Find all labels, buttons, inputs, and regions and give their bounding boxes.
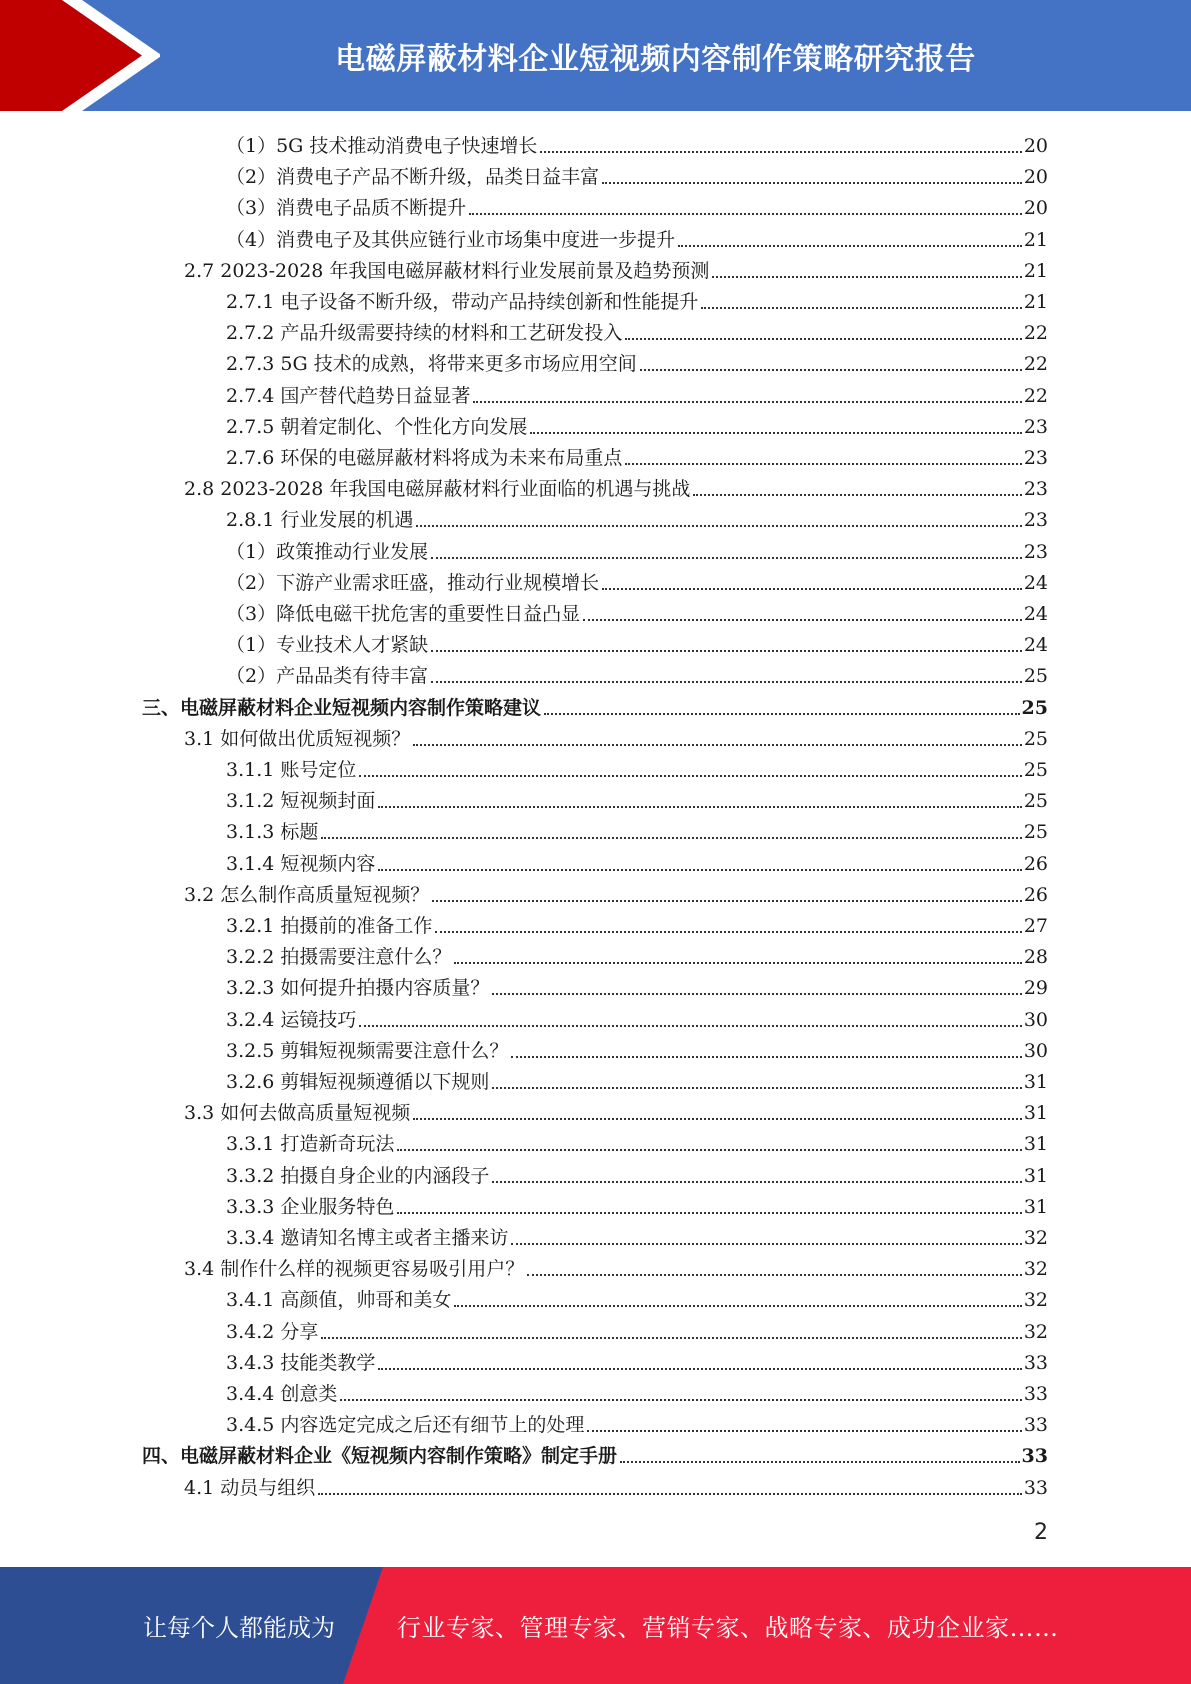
toc-entry-label: 2.8.1 行业发展的机遇 xyxy=(226,509,414,532)
toc-entry-label: （1）5G 技术推动消费电子快速增长 xyxy=(226,135,538,157)
chevron-arrow-icon xyxy=(0,0,160,111)
toc-entry-label: （4）消费电子及其供应链行业市场集中度进一步提升 xyxy=(226,228,676,251)
toc-entry-label: 3.2.1 拍摄前的准备工作 xyxy=(226,915,433,937)
toc-dot-leader xyxy=(492,993,1021,995)
toc-entry-label: 3.1 如何做出优质短视频？ xyxy=(184,727,411,750)
toc-entry[interactable] xyxy=(226,189,1048,220)
toc-entry-label: 3.4.3 技能类教学 xyxy=(226,1351,376,1374)
toc-entry-page: 27 xyxy=(1023,915,1048,937)
toc-entry-page: 31 xyxy=(1023,1195,1048,1218)
toc-entry-label: 3.1.2 短视频封面 xyxy=(226,790,376,813)
toc-dot-leader xyxy=(602,182,1022,184)
toc-entry[interactable] xyxy=(226,1281,1048,1312)
toc-entry-label: 2.7 2023-2028 年我国电磁屏蔽材料行业发展前景及趋势预测 xyxy=(184,259,710,282)
toc-dot-leader xyxy=(416,525,1021,527)
toc-entry[interactable] xyxy=(226,501,1048,532)
toc-dot-leader xyxy=(318,1493,1022,1495)
toc-entry-label: 3.1.1 账号定位 xyxy=(226,759,357,781)
toc-entry-label: 3.4.1 高颜值，帅哥和美女 xyxy=(226,1289,452,1312)
toc-entry-label: 3.3.4 邀请知名博主或者主播来访 xyxy=(226,1227,509,1249)
toc-entry-page: 32 xyxy=(1023,1227,1048,1249)
toc-entry-page: 33 xyxy=(1023,1383,1048,1405)
toc-entry-page: 23 xyxy=(1023,447,1048,469)
toc-dot-leader xyxy=(492,1087,1021,1089)
toc-entry-page: 25 xyxy=(1023,790,1048,813)
toc-entry-label: （1）政策推动行业发展 xyxy=(226,540,429,563)
toc-entry-page: 30 xyxy=(1023,1008,1048,1031)
toc-dot-leader xyxy=(432,900,1022,902)
toc-entry[interactable] xyxy=(226,1001,1048,1032)
toc-entry-label: 2.7.1 电子设备不断升级，带动产品持续创新和性能提升 xyxy=(226,291,699,313)
toc-entry-label: 2.7.4 国产替代趋势日益显著 xyxy=(226,384,471,407)
toc-entry[interactable] xyxy=(226,813,1048,844)
toc-entry[interactable] xyxy=(226,1125,1048,1156)
toc-entry-page: 24 xyxy=(1023,571,1048,594)
toc-entry-page: 25 xyxy=(1023,727,1048,750)
toc-entry-page: 33 xyxy=(1021,1445,1048,1468)
toc-entry[interactable] xyxy=(226,408,1048,439)
toc-entry-label: （1）专业技术人才紧缺 xyxy=(226,634,429,657)
toc-entry-label: 2.7.2 产品升级需要持续的材料和工艺研发投入 xyxy=(226,322,623,345)
page-footer xyxy=(0,1567,1191,1684)
toc-dot-leader xyxy=(378,1368,1021,1370)
toc-dot-leader xyxy=(378,869,1021,871)
toc-entry[interactable] xyxy=(226,938,1048,969)
toc-entry[interactable] xyxy=(226,595,1048,626)
toc-entry-label: 4.1 动员与组织 xyxy=(184,1476,316,1499)
toc-entry-label: 2.7.5 朝着定制化、个性化方向发展 xyxy=(226,415,528,438)
toc-entry[interactable] xyxy=(142,1437,1048,1468)
toc-entry-page: 23 xyxy=(1023,478,1048,501)
toc-entry-page: 20 xyxy=(1023,135,1048,157)
toc-entry-page: 23 xyxy=(1023,415,1048,438)
toc-dot-leader xyxy=(602,588,1022,590)
toc-entry-page: 33 xyxy=(1023,1414,1048,1437)
toc-entry-page: 22 xyxy=(1023,322,1048,345)
toc-entry-label: 3.3.1 打造新奇玩法 xyxy=(226,1133,395,1156)
toc-entry[interactable] xyxy=(226,127,1048,158)
toc-dot-leader xyxy=(359,1025,1021,1027)
toc-entry-page: 21 xyxy=(1023,259,1048,282)
page-number: 2 xyxy=(1034,1520,1048,1545)
toc-entry-page: 32 xyxy=(1023,1289,1048,1312)
toc-dot-leader xyxy=(620,1461,1020,1463)
toc-dot-leader xyxy=(469,213,1022,215)
toc-entry-label: 3.2.4 运镜技巧 xyxy=(226,1008,357,1031)
toc-entry[interactable] xyxy=(226,1313,1048,1344)
toc-entry-label: （2）产品品类有待丰富 xyxy=(226,665,429,688)
toc-entry[interactable] xyxy=(226,782,1048,813)
toc-dot-leader xyxy=(435,931,1021,933)
toc-entry[interactable] xyxy=(226,969,1048,1000)
toc-entry[interactable] xyxy=(184,720,1048,751)
toc-entry-label: 3.1.4 短视频内容 xyxy=(226,852,376,875)
toc-entry-page: 31 xyxy=(1023,1071,1048,1093)
toc-dot-leader xyxy=(454,962,1021,964)
toc-entry-label: 3.2.2 拍摄需要注意什么？ xyxy=(226,946,452,969)
toc-entry-page: 21 xyxy=(1023,291,1048,313)
toc-dot-leader xyxy=(359,775,1021,777)
toc-entry[interactable] xyxy=(184,876,1048,907)
toc-dot-leader xyxy=(340,1399,1021,1401)
toc-entry[interactable] xyxy=(226,564,1048,595)
toc-entry-label: 3.4.2 分享 xyxy=(226,1320,319,1343)
toc-entry[interactable] xyxy=(226,626,1048,657)
toc-dot-leader xyxy=(712,276,1021,278)
toc-entry-label: 3.3.3 企业服务特色 xyxy=(226,1195,395,1218)
toc-dot-leader xyxy=(701,307,1021,309)
toc-entry[interactable] xyxy=(226,845,1048,876)
toc-entry-label: 3.3 如何去做高质量短视频 xyxy=(184,1102,411,1125)
toc-dot-leader xyxy=(321,837,1021,839)
toc-dot-leader xyxy=(625,338,1021,340)
toc-entry[interactable] xyxy=(226,439,1048,470)
toc-entry-label: 2.8 2023-2028 年我国电磁屏蔽材料行业面临的机遇与挑战 xyxy=(184,478,691,501)
toc-entry[interactable] xyxy=(226,1063,1048,1094)
toc-entry-page: 20 xyxy=(1023,166,1048,189)
toc-entry-page: 25 xyxy=(1023,821,1048,844)
toc-entry-page: 24 xyxy=(1023,634,1048,657)
toc-entry-label: （2）下游产业需求旺盛，推动行业规模增长 xyxy=(226,571,600,594)
toc-entry[interactable] xyxy=(226,314,1048,345)
toc-dot-leader xyxy=(492,1181,1021,1183)
toc-entry-page: 30 xyxy=(1023,1039,1048,1062)
report-title: 电磁屏蔽材料企业短视频内容制作策略研究报告 xyxy=(335,41,976,77)
toc-entry-label: 2.7.6 环保的电磁屏蔽材料将成为未来布局重点 xyxy=(226,447,623,469)
toc-entry[interactable] xyxy=(226,907,1048,938)
toc-dot-leader xyxy=(397,1149,1021,1151)
footer-slogan-right: 行业专家、管理专家、营销专家、战略专家、成功企业家…… xyxy=(397,1614,1059,1642)
toc-entry-page: 32 xyxy=(1023,1320,1048,1343)
toc-entry[interactable] xyxy=(226,158,1048,189)
toc-entry-label: 3.2 怎么制作高质量短视频？ xyxy=(184,883,430,906)
toc-entry[interactable] xyxy=(184,1094,1048,1125)
toc-entry-label: 3.2.3 如何提升拍摄内容质量？ xyxy=(226,977,490,1000)
toc-entry[interactable] xyxy=(184,252,1048,283)
toc-dot-leader xyxy=(413,1118,1022,1120)
toc-entry-page: 23 xyxy=(1023,540,1048,563)
toc-entry[interactable] xyxy=(226,1157,1048,1188)
toc-entry-page: 26 xyxy=(1023,883,1048,906)
toc-dot-leader xyxy=(397,1212,1021,1214)
toc-entry-label: （3）消费电子品质不断提升 xyxy=(226,197,467,220)
toc-entry-label: 3.3.2 拍摄自身企业的内涵段子 xyxy=(226,1164,490,1187)
toc-entry[interactable] xyxy=(226,283,1048,314)
toc-entry-page: 25 xyxy=(1023,759,1048,781)
toc-entry[interactable] xyxy=(226,345,1048,376)
page-header xyxy=(0,0,1191,111)
toc-dot-leader xyxy=(693,494,1021,496)
toc-dot-leader xyxy=(640,369,1022,371)
toc-dot-leader xyxy=(530,432,1021,434)
toc-entry-label: 3.2.6 剪辑短视频遵循以下规则 xyxy=(226,1071,490,1093)
toc-dot-leader xyxy=(544,713,1020,715)
toc-entry-page: 25 xyxy=(1021,696,1048,719)
toc-entry-label: 三、电磁屏蔽材料企业短视频内容制作策略建议 xyxy=(142,696,542,719)
toc-dot-leader xyxy=(431,557,1022,559)
toc-entry[interactable] xyxy=(226,1032,1048,1063)
toc-dot-leader xyxy=(378,806,1021,808)
toc-entry-page: 31 xyxy=(1023,1133,1048,1156)
toc-dot-leader xyxy=(321,1337,1021,1339)
toc-entry-label: 3.4.5 内容选定完成之后还有细节上的处理 xyxy=(226,1414,585,1437)
toc-entry-page: 21 xyxy=(1023,228,1048,251)
toc-entry-page: 29 xyxy=(1023,977,1048,1000)
toc-entry[interactable] xyxy=(226,533,1048,564)
toc-entry-label: （3）降低电磁干扰危害的重要性日益凸显 xyxy=(226,603,581,625)
toc-entry[interactable] xyxy=(226,221,1048,252)
toc-entry-page: 23 xyxy=(1023,509,1048,532)
toc-dot-leader xyxy=(583,619,1022,621)
toc-entry-page: 26 xyxy=(1023,852,1048,875)
toc-dot-leader xyxy=(431,681,1022,683)
toc-dot-leader xyxy=(473,401,1021,403)
toc-entry[interactable] xyxy=(226,1188,1048,1219)
toc-entry[interactable] xyxy=(142,689,1048,720)
toc-entry[interactable] xyxy=(226,1406,1048,1437)
toc-entry-label: （2）消费电子产品不断升级，品类日益丰富 xyxy=(226,166,600,189)
toc-dot-leader xyxy=(625,463,1021,465)
toc-entry[interactable] xyxy=(226,1375,1048,1406)
toc-dot-leader xyxy=(454,1305,1021,1307)
toc-entry-page: 32 xyxy=(1023,1258,1048,1281)
toc-dot-leader xyxy=(527,1274,1022,1276)
toc-entry[interactable] xyxy=(184,470,1048,501)
toc-entry-page: 31 xyxy=(1023,1164,1048,1187)
toc-entry-page: 31 xyxy=(1023,1102,1048,1125)
toc-entry[interactable] xyxy=(226,1219,1048,1250)
toc-entry[interactable] xyxy=(226,1344,1048,1375)
toc-entry-label: 3.2.5 剪辑短视频需要注意什么？ xyxy=(226,1039,509,1062)
toc-entry-label: 3.1.3 标题 xyxy=(226,821,319,844)
toc-entry-label: 3.4 制作什么样的视频更容易吸引用户？ xyxy=(184,1258,525,1281)
toc-dot-leader xyxy=(431,650,1022,652)
toc-entry-page: 28 xyxy=(1023,946,1048,969)
toc-dot-leader xyxy=(587,1430,1021,1432)
toc-entry[interactable] xyxy=(226,377,1048,408)
toc-entry-label: 四、电磁屏蔽材料企业《短视频内容制作策略》制定手册 xyxy=(142,1445,618,1468)
toc-entry[interactable] xyxy=(184,1250,1048,1281)
toc-entry[interactable] xyxy=(226,751,1048,782)
footer-slogan-left: 让每个人都能成为 xyxy=(143,1614,335,1642)
toc-entry-page: 33 xyxy=(1023,1476,1048,1499)
toc-entry-label: 2.7.3 5G 技术的成熟，将带来更多市场应用空间 xyxy=(226,353,637,376)
toc-entry-label: 3.4.4 创意类 xyxy=(226,1383,338,1405)
toc-entry[interactable] xyxy=(226,657,1048,688)
toc-entry-page: 25 xyxy=(1023,665,1048,688)
toc-entry-page: 33 xyxy=(1023,1351,1048,1374)
toc-entry-page: 24 xyxy=(1023,603,1048,625)
toc-dot-leader xyxy=(413,744,1022,746)
toc-dot-leader xyxy=(511,1056,1021,1058)
toc-dot-leader xyxy=(511,1243,1021,1245)
toc-dot-leader xyxy=(678,245,1022,247)
toc-entry[interactable] xyxy=(184,1469,1048,1500)
toc-entry-page: 22 xyxy=(1023,384,1048,407)
toc-entry-page: 20 xyxy=(1023,197,1048,220)
toc-dot-leader xyxy=(540,151,1021,153)
toc-entry-page: 22 xyxy=(1023,353,1048,376)
